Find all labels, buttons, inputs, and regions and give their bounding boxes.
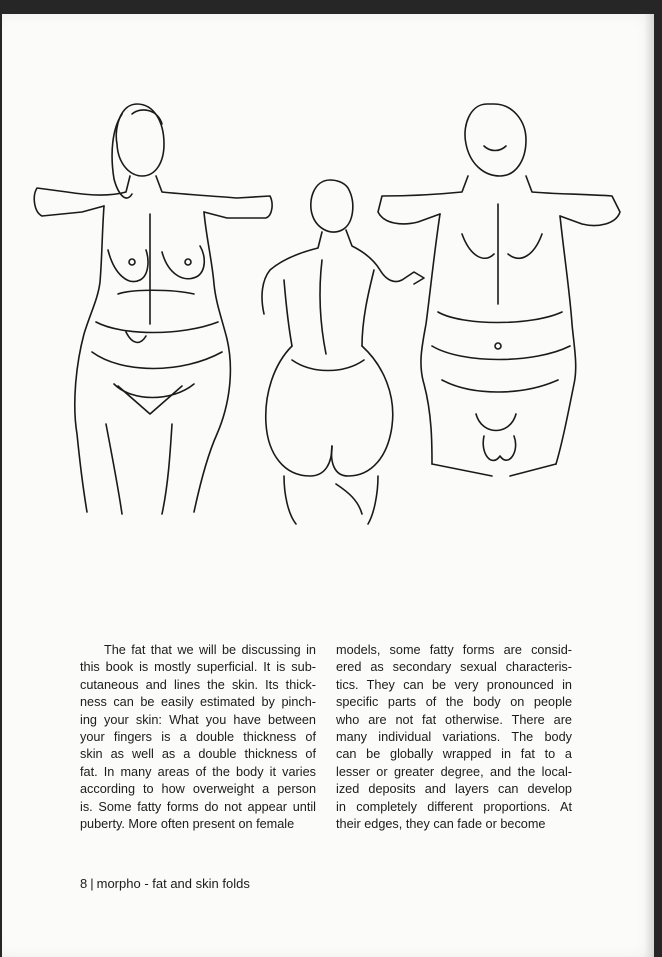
text-line: is. Some fatty forms do not appear until xyxy=(80,799,316,814)
text-line: ized deposits and layers can develop xyxy=(336,782,572,797)
text-line: your fingers is a double thickness of xyxy=(80,730,316,745)
text-line: cutaneous and lines the skin. Its thick- xyxy=(80,677,316,692)
text-line: specific parts of the body on people xyxy=(336,695,572,710)
text-line: can be globally wrapped in fat to a xyxy=(336,747,572,762)
book-title: morpho - fat and skin folds xyxy=(96,876,250,891)
figure-drawings xyxy=(22,84,632,544)
male-figure-front-drawing xyxy=(378,104,620,476)
text-line: models, some fatty forms are consid- xyxy=(336,643,572,657)
footer-separator: | xyxy=(90,876,94,891)
left-column xyxy=(80,642,316,833)
text-line: tics. They can be very pronounced in xyxy=(336,677,572,692)
text-line: many individual variations. The body xyxy=(336,730,572,745)
text-line: according to how overweight a person xyxy=(80,782,316,797)
text-line: in completely different proportions. At xyxy=(336,799,572,814)
text-line: The fat that we will be discussing in xyxy=(104,643,316,657)
text-line: fat. In many areas of the body it varies xyxy=(80,764,316,779)
page-footer xyxy=(80,876,250,891)
right-column xyxy=(336,642,572,833)
text-line: lesser or greater degree, and the local- xyxy=(336,764,572,779)
body-text xyxy=(80,642,572,833)
female-figure-front-drawing xyxy=(34,104,272,514)
text-line: ered as secondary sexual characteris- xyxy=(336,660,572,675)
female-figure-back-drawing xyxy=(262,180,424,524)
text-line: ing your skin: What you have between xyxy=(80,712,316,727)
text-line: ness can be easily estimated by pinch- xyxy=(80,695,316,710)
page-number: 8 xyxy=(80,876,88,891)
text-line: this book is mostly superficial. It is sub- xyxy=(80,660,316,675)
text-line: their edges, they can fade or become xyxy=(336,817,546,832)
book-page xyxy=(2,14,654,957)
page-edge-shadow xyxy=(644,14,654,957)
text-line: skin as well as a double thickness of xyxy=(80,747,316,762)
text-line: puberty. More often present on female xyxy=(80,817,295,832)
text-line: who are not fat otherwise. There are xyxy=(336,712,572,727)
